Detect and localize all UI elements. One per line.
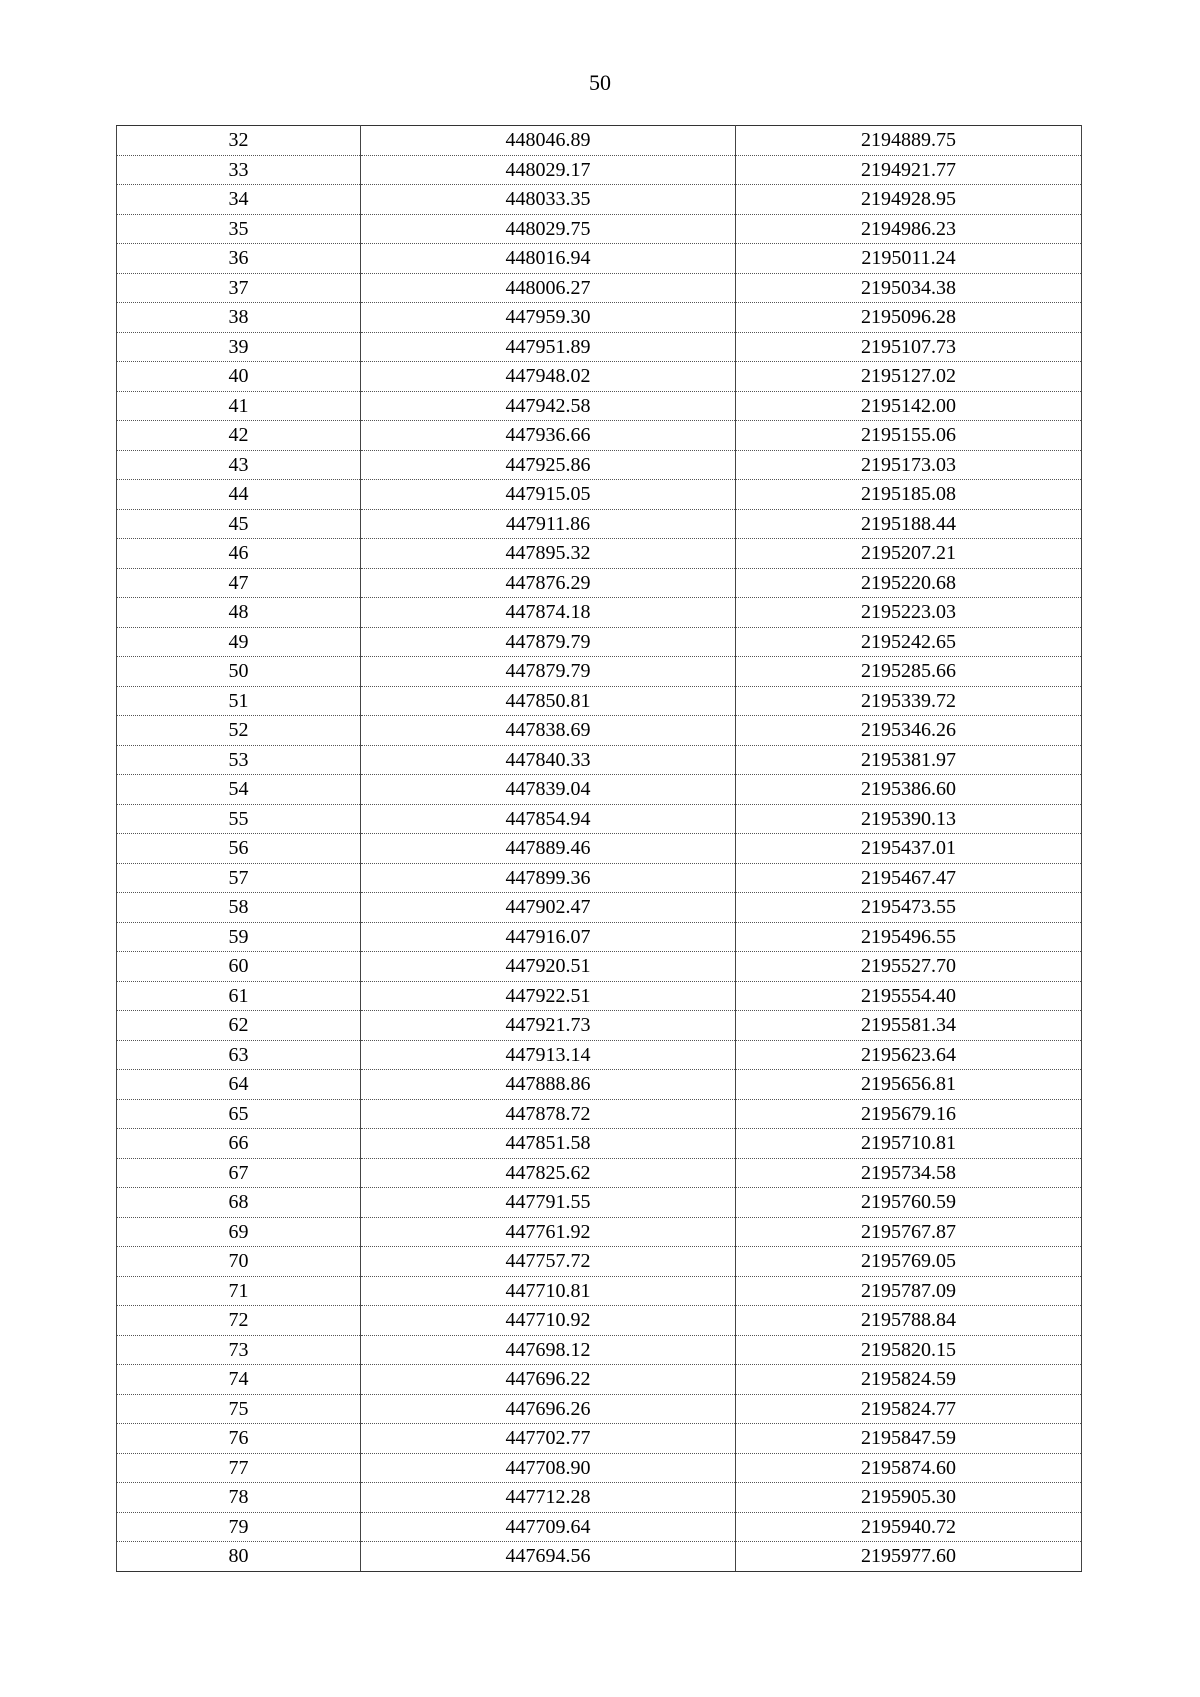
x-coordinate-cell: 447895.32 — [361, 539, 736, 569]
y-coordinate-cell: 2195467.47 — [736, 863, 1082, 893]
point-number-cell: 52 — [117, 716, 361, 746]
x-coordinate-cell: 447942.58 — [361, 391, 736, 421]
x-coordinate-cell: 447874.18 — [361, 598, 736, 628]
y-coordinate-cell: 2195346.26 — [736, 716, 1082, 746]
point-number-cell: 42 — [117, 421, 361, 451]
table-row — [117, 1129, 1082, 1159]
x-coordinate-cell: 447757.72 — [361, 1247, 736, 1277]
point-number-cell: 68 — [117, 1188, 361, 1218]
table-row — [117, 657, 1082, 687]
y-coordinate-cell: 2195769.05 — [736, 1247, 1082, 1277]
y-coordinate-cell: 2195656.81 — [736, 1070, 1082, 1100]
y-coordinate-cell: 2195623.64 — [736, 1040, 1082, 1070]
table-row — [117, 1070, 1082, 1100]
point-number-cell: 72 — [117, 1306, 361, 1336]
x-coordinate-cell: 447696.22 — [361, 1365, 736, 1395]
y-coordinate-cell: 2195220.68 — [736, 568, 1082, 598]
point-number-cell: 45 — [117, 509, 361, 539]
y-coordinate-cell: 2195734.58 — [736, 1158, 1082, 1188]
point-number-cell: 53 — [117, 745, 361, 775]
y-coordinate-cell: 2195527.70 — [736, 952, 1082, 982]
table-row — [117, 1217, 1082, 1247]
y-coordinate-cell: 2195760.59 — [736, 1188, 1082, 1218]
y-coordinate-cell: 2195155.06 — [736, 421, 1082, 451]
y-coordinate-cell: 2195188.44 — [736, 509, 1082, 539]
x-coordinate-cell: 447936.66 — [361, 421, 736, 451]
point-number-cell: 66 — [117, 1129, 361, 1159]
table-row — [117, 1453, 1082, 1483]
table-row — [117, 952, 1082, 982]
x-coordinate-cell: 448033.35 — [361, 185, 736, 215]
y-coordinate-cell: 2195107.73 — [736, 332, 1082, 362]
x-coordinate-cell: 447888.86 — [361, 1070, 736, 1100]
table-row — [117, 1306, 1082, 1336]
table-row — [117, 303, 1082, 333]
point-number-cell: 59 — [117, 922, 361, 952]
x-coordinate-cell: 447709.64 — [361, 1512, 736, 1542]
y-coordinate-cell: 2195381.97 — [736, 745, 1082, 775]
point-number-cell: 70 — [117, 1247, 361, 1277]
x-coordinate-cell: 447921.73 — [361, 1011, 736, 1041]
x-coordinate-cell: 447902.47 — [361, 893, 736, 923]
x-coordinate-cell: 448029.75 — [361, 214, 736, 244]
x-coordinate-cell: 447916.07 — [361, 922, 736, 952]
point-number-cell: 33 — [117, 155, 361, 185]
y-coordinate-cell: 2195824.59 — [736, 1365, 1082, 1395]
table-row — [117, 1394, 1082, 1424]
point-number-cell: 32 — [117, 126, 361, 156]
table-row — [117, 981, 1082, 1011]
y-coordinate-cell: 2195390.13 — [736, 804, 1082, 834]
point-number-cell: 37 — [117, 273, 361, 303]
x-coordinate-cell: 447878.72 — [361, 1099, 736, 1129]
x-coordinate-cell: 447948.02 — [361, 362, 736, 392]
x-coordinate-cell: 447840.33 — [361, 745, 736, 775]
x-coordinate-cell: 448016.94 — [361, 244, 736, 274]
table-row — [117, 185, 1082, 215]
x-coordinate-cell: 447710.81 — [361, 1276, 736, 1306]
table-row — [117, 244, 1082, 274]
x-coordinate-cell: 447825.62 — [361, 1158, 736, 1188]
point-number-cell: 79 — [117, 1512, 361, 1542]
table-row — [117, 391, 1082, 421]
table-row — [117, 332, 1082, 362]
point-number-cell: 58 — [117, 893, 361, 923]
y-coordinate-cell: 2194889.75 — [736, 126, 1082, 156]
table-row — [117, 834, 1082, 864]
table-row — [117, 1188, 1082, 1218]
x-coordinate-cell: 447710.92 — [361, 1306, 736, 1336]
x-coordinate-cell: 447925.86 — [361, 450, 736, 480]
point-number-cell: 40 — [117, 362, 361, 392]
point-number-cell: 75 — [117, 1394, 361, 1424]
x-coordinate-cell: 447708.90 — [361, 1453, 736, 1483]
table-row — [117, 922, 1082, 952]
point-number-cell: 44 — [117, 480, 361, 510]
page-number: 50 — [589, 70, 611, 95]
x-coordinate-cell: 447922.51 — [361, 981, 736, 1011]
y-coordinate-cell: 2195977.60 — [736, 1542, 1082, 1572]
point-number-cell: 65 — [117, 1099, 361, 1129]
x-coordinate-cell: 447698.12 — [361, 1335, 736, 1365]
y-coordinate-cell: 2195473.55 — [736, 893, 1082, 923]
x-coordinate-cell: 447791.55 — [361, 1188, 736, 1218]
x-coordinate-cell: 448029.17 — [361, 155, 736, 185]
table-row — [117, 1542, 1082, 1572]
y-coordinate-cell: 2195824.77 — [736, 1394, 1082, 1424]
y-coordinate-cell: 2195207.21 — [736, 539, 1082, 569]
point-number-cell: 35 — [117, 214, 361, 244]
x-coordinate-cell: 447911.86 — [361, 509, 736, 539]
point-number-cell: 78 — [117, 1483, 361, 1513]
table-row — [117, 1512, 1082, 1542]
x-coordinate-cell: 447694.56 — [361, 1542, 736, 1572]
y-coordinate-cell: 2195874.60 — [736, 1453, 1082, 1483]
point-number-cell: 74 — [117, 1365, 361, 1395]
x-coordinate-cell: 447889.46 — [361, 834, 736, 864]
y-coordinate-cell: 2195710.81 — [736, 1129, 1082, 1159]
x-coordinate-cell: 447761.92 — [361, 1217, 736, 1247]
table-row — [117, 863, 1082, 893]
coordinates-table — [116, 125, 1082, 1572]
y-coordinate-cell: 2195223.03 — [736, 598, 1082, 628]
x-coordinate-cell: 448006.27 — [361, 273, 736, 303]
point-number-cell: 34 — [117, 185, 361, 215]
x-coordinate-cell: 447850.81 — [361, 686, 736, 716]
x-coordinate-cell: 447913.14 — [361, 1040, 736, 1070]
point-number-cell: 60 — [117, 952, 361, 982]
y-coordinate-cell: 2195185.08 — [736, 480, 1082, 510]
table-row — [117, 1011, 1082, 1041]
y-coordinate-cell: 2195679.16 — [736, 1099, 1082, 1129]
point-number-cell: 43 — [117, 450, 361, 480]
y-coordinate-cell: 2195787.09 — [736, 1276, 1082, 1306]
x-coordinate-cell: 447879.79 — [361, 657, 736, 687]
table-row — [117, 1365, 1082, 1395]
y-coordinate-cell: 2194928.95 — [736, 185, 1082, 215]
table-row — [117, 480, 1082, 510]
table-row — [117, 1247, 1082, 1277]
y-coordinate-cell: 2195096.28 — [736, 303, 1082, 333]
point-number-cell: 51 — [117, 686, 361, 716]
table-row — [117, 804, 1082, 834]
table-row — [117, 362, 1082, 392]
point-number-cell: 55 — [117, 804, 361, 834]
y-coordinate-cell: 2195339.72 — [736, 686, 1082, 716]
table-row — [117, 450, 1082, 480]
y-coordinate-cell: 2195581.34 — [736, 1011, 1082, 1041]
point-number-cell: 47 — [117, 568, 361, 598]
y-coordinate-cell: 2195142.00 — [736, 391, 1082, 421]
table-row — [117, 1040, 1082, 1070]
point-number-cell: 76 — [117, 1424, 361, 1454]
y-coordinate-cell: 2195788.84 — [736, 1306, 1082, 1336]
x-coordinate-cell: 448046.89 — [361, 126, 736, 156]
y-coordinate-cell: 2194986.23 — [736, 214, 1082, 244]
y-coordinate-cell: 2195034.38 — [736, 273, 1082, 303]
coordinates-table-body — [117, 126, 1082, 1572]
x-coordinate-cell: 447959.30 — [361, 303, 736, 333]
point-number-cell: 73 — [117, 1335, 361, 1365]
table-row — [117, 155, 1082, 185]
point-number-cell: 67 — [117, 1158, 361, 1188]
x-coordinate-cell: 447854.94 — [361, 804, 736, 834]
table-row — [117, 1335, 1082, 1365]
point-number-cell: 48 — [117, 598, 361, 628]
x-coordinate-cell: 447899.36 — [361, 863, 736, 893]
table-row — [117, 1483, 1082, 1513]
table-row — [117, 509, 1082, 539]
table-row — [117, 893, 1082, 923]
y-coordinate-cell: 2195940.72 — [736, 1512, 1082, 1542]
y-coordinate-cell: 2195173.03 — [736, 450, 1082, 480]
y-coordinate-cell: 2195242.65 — [736, 627, 1082, 657]
table-row — [117, 598, 1082, 628]
point-number-cell: 63 — [117, 1040, 361, 1070]
point-number-cell: 46 — [117, 539, 361, 569]
table-row — [117, 273, 1082, 303]
x-coordinate-cell: 447702.77 — [361, 1424, 736, 1454]
y-coordinate-cell: 2195285.66 — [736, 657, 1082, 687]
point-number-cell: 69 — [117, 1217, 361, 1247]
x-coordinate-cell: 447915.05 — [361, 480, 736, 510]
point-number-cell: 39 — [117, 332, 361, 362]
point-number-cell: 54 — [117, 775, 361, 805]
y-coordinate-cell: 2195554.40 — [736, 981, 1082, 1011]
x-coordinate-cell: 447839.04 — [361, 775, 736, 805]
x-coordinate-cell: 447879.79 — [361, 627, 736, 657]
y-coordinate-cell: 2195437.01 — [736, 834, 1082, 864]
point-number-cell: 41 — [117, 391, 361, 421]
table-row — [117, 214, 1082, 244]
y-coordinate-cell: 2195905.30 — [736, 1483, 1082, 1513]
point-number-cell: 64 — [117, 1070, 361, 1100]
table-row — [117, 1099, 1082, 1129]
x-coordinate-cell: 447851.58 — [361, 1129, 736, 1159]
point-number-cell: 62 — [117, 1011, 361, 1041]
x-coordinate-cell: 447951.89 — [361, 332, 736, 362]
table-row — [117, 126, 1082, 156]
x-coordinate-cell: 447696.26 — [361, 1394, 736, 1424]
x-coordinate-cell: 447876.29 — [361, 568, 736, 598]
table-row — [117, 1158, 1082, 1188]
table-row — [117, 627, 1082, 657]
table-row — [117, 568, 1082, 598]
table-row — [117, 1276, 1082, 1306]
table-row — [117, 716, 1082, 746]
point-number-cell: 38 — [117, 303, 361, 333]
y-coordinate-cell: 2195496.55 — [736, 922, 1082, 952]
y-coordinate-cell: 2195127.02 — [736, 362, 1082, 392]
point-number-cell: 36 — [117, 244, 361, 274]
table-row — [117, 539, 1082, 569]
point-number-cell: 77 — [117, 1453, 361, 1483]
point-number-cell: 57 — [117, 863, 361, 893]
point-number-cell: 71 — [117, 1276, 361, 1306]
point-number-cell: 56 — [117, 834, 361, 864]
table-row — [117, 686, 1082, 716]
x-coordinate-cell: 447920.51 — [361, 952, 736, 982]
point-number-cell: 61 — [117, 981, 361, 1011]
table-row — [117, 745, 1082, 775]
y-coordinate-cell: 2195847.59 — [736, 1424, 1082, 1454]
y-coordinate-cell: 2195820.15 — [736, 1335, 1082, 1365]
table-row — [117, 775, 1082, 805]
y-coordinate-cell: 2195011.24 — [736, 244, 1082, 274]
y-coordinate-cell: 2195386.60 — [736, 775, 1082, 805]
point-number-cell: 80 — [117, 1542, 361, 1572]
table-row — [117, 421, 1082, 451]
x-coordinate-cell: 447838.69 — [361, 716, 736, 746]
y-coordinate-cell: 2194921.77 — [736, 155, 1082, 185]
table-row — [117, 1424, 1082, 1454]
y-coordinate-cell: 2195767.87 — [736, 1217, 1082, 1247]
point-number-cell: 50 — [117, 657, 361, 687]
point-number-cell: 49 — [117, 627, 361, 657]
x-coordinate-cell: 447712.28 — [361, 1483, 736, 1513]
